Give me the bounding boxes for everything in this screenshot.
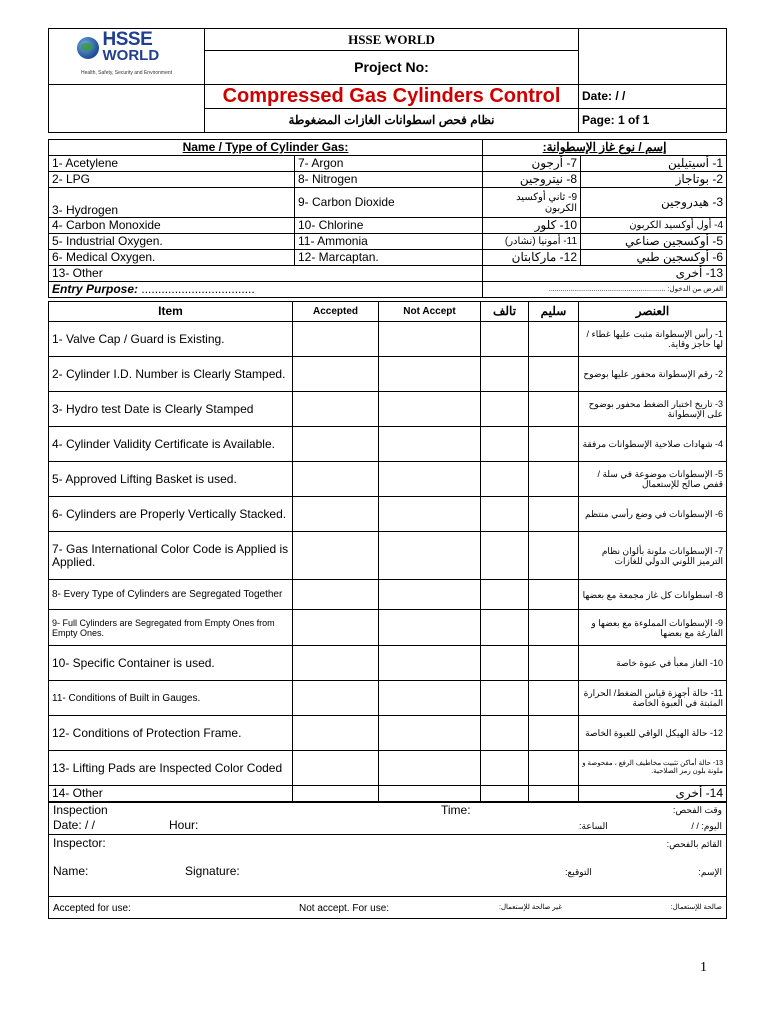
damaged-cell[interactable] [481,786,529,802]
not-accept-cell[interactable] [379,322,481,357]
hsse-world-logo [67,31,187,79]
accepted-cell[interactable] [293,357,379,392]
item-label-ar: 5- الإسطوانات موضوعة في سلة / قفص صالح للإستعمال [579,462,727,497]
item-label-ar: 14- أخرى [579,786,727,802]
damaged-cell[interactable] [481,462,529,497]
gas-option: 7- Argon [295,156,483,172]
footer-table [48,802,727,919]
name-label: Name: [53,864,89,878]
item-label-ar: 13- حالة أماكن تثبيت مخاطيف الرفع ، مفحوصة و ملونة بلون رمز الصلاحية. [579,751,727,786]
gas-option: 12- Marcaptan. [295,250,483,266]
project-no-label: Project No: [205,51,579,85]
item-label: 10- Specific Container is used. [49,646,293,681]
sound-cell[interactable] [529,716,579,751]
not-accept-cell[interactable] [379,786,481,802]
item-label: 14- Other [49,786,293,802]
accepted-cell[interactable] [293,646,379,681]
not-accept-cell[interactable] [379,357,481,392]
logo-word-1: HSSE [102,29,153,50]
entry-purpose-dots: .................................. [141,282,255,296]
damaged-cell[interactable] [481,392,529,427]
item-label: 2- Cylinder I.D. Number is Clearly Stamped. [49,357,293,392]
gas-option: 1- Acetylene [49,156,295,172]
damaged-cell[interactable] [481,646,529,681]
sound-cell[interactable] [529,322,579,357]
damaged-cell[interactable] [481,580,529,610]
accepted-cell[interactable] [293,610,379,646]
accepted-cell[interactable] [293,532,379,580]
item-label: 11- Conditions of Built in Gauges. [49,681,293,716]
item-label: 1- Valve Cap / Guard is Existing. [49,322,293,357]
not-accept-cell[interactable] [379,497,481,532]
col-item: Item [49,302,293,322]
acceptance-row[interactable] [49,897,727,919]
gas-option-ar: 1- أسيتيلين [581,156,727,172]
hour-label-ar: الساعة: [579,821,608,831]
inspector-label-ar: القائم بالفحص: [666,839,722,849]
page-number: 1 [700,960,707,975]
item-label-ar: 10- الغاز معبأ في عبوة خاصة [579,646,727,681]
gas-option-ar: 3- هيدروجين [581,188,727,218]
gas-option-other-ar: 13- أخرى [483,266,727,282]
not-accept-for-use-label: Not accept. For use: [299,903,390,914]
item-label: 4- Cylinder Validity Certificate is Available. [49,427,293,462]
gas-option: 5- Industrial Oxygen. [49,234,295,250]
gas-option-ar: 6- أوكسجين طبي [581,250,727,266]
header-blank-cell [579,29,727,85]
damaged-cell[interactable] [481,716,529,751]
sound-cell[interactable] [529,427,579,462]
item-label-ar: 11- حالة أجهزة قياس الضغط/ الحرارة المثبتة في العبوة الخاصة [579,681,727,716]
inspector-row[interactable] [49,835,727,897]
date-label: Date: / / [53,818,96,832]
entry-purpose-ar[interactable]: الغرض من الدخول: ............................................................ [483,282,727,298]
sound-cell[interactable] [529,751,579,786]
org-name: HSSE WORLD [205,29,579,51]
form-title-arabic: نظام فحص اسطوانات الغازات المضغوطة [205,109,579,133]
gas-option: 2- LPG [49,172,295,188]
globe-icon [77,37,99,59]
accepted-cell[interactable] [293,392,379,427]
accepted-cell[interactable] [293,751,379,786]
gas-option-ar: 10- كلور [483,218,581,234]
gas-option-ar: 11- أمونيا (نشادر) [483,234,581,250]
item-label: 9- Full Cylinders are Segregated from Empty Ones from Empty Ones. [49,610,293,646]
sound-cell[interactable] [529,532,579,580]
sound-cell[interactable] [529,610,579,646]
cylinder-control-form [48,28,726,919]
inspector-label: Inspector: [53,836,106,850]
gas-heading-en: Name / Type of Cylinder Gas: [49,140,483,156]
not-accept-cell[interactable] [379,610,481,646]
header-table [48,28,727,133]
accepted-cell[interactable] [293,716,379,751]
damaged-cell[interactable] [481,322,529,357]
accepted-cell[interactable] [293,427,379,462]
damaged-cell[interactable] [481,681,529,716]
damaged-cell[interactable] [481,497,529,532]
item-label-ar: 2- رقم الإسطوانة محفور عليها بوضوح [579,357,727,392]
item-label: 8- Every Type of Cylinders are Segregated Together [49,580,293,610]
name-label-ar: الإسم: [698,867,722,877]
gas-option: 9- Carbon Dioxide [295,188,483,218]
item-label: 3- Hydro test Date is Clearly Stamped [49,392,293,427]
col-element-ar: العنصر [579,302,727,322]
item-label-ar: 8- اسطوانات كل غاز مجمعة مع بعضها [579,580,727,610]
accepted-for-use-label: Accepted for use: [53,903,131,914]
gas-option-ar: 9- ثاني أوكسيد الكربون [483,188,581,218]
valid-ar: صالحة للإستعمال: [670,904,722,911]
logo-cell [49,29,205,85]
accepted-cell[interactable] [293,322,379,357]
logo-word-2: WORLD [102,47,160,64]
gas-option: 3- Hydrogen [49,188,295,218]
form-title: Compressed Gas Cylinders Control [205,85,579,109]
sound-cell[interactable] [529,357,579,392]
item-label-ar: 1- رأس الإسطوانة مثبت عليها غطاء / لها حاجز وقاية. [579,322,727,357]
item-label-ar: 3- تاريخ اختبار الضغط محفور بوضوح على الإسطوانة [579,392,727,427]
page-indicator: Page: 1 of 1 [579,109,727,133]
gas-types-table [48,139,727,298]
sound-cell[interactable] [529,580,579,610]
time-label: Time: [441,803,471,817]
not-accept-cell[interactable] [379,716,481,751]
sound-cell[interactable] [529,681,579,716]
col-accepted: Accepted [293,302,379,322]
item-label: 7- Gas International Color Code is Applied is Applied. [49,532,293,580]
sound-cell[interactable] [529,786,579,802]
entry-purpose-field[interactable] [49,282,483,298]
not-accept-cell[interactable] [379,681,481,716]
gas-option-ar: 4- أول أوكسيد الكربون [581,218,727,234]
inspection-time-ar: وقت الفحص: [672,805,722,815]
item-label-ar: 7- الإسطوانات ملونة بألوان نظام الترميز اللوني الدولي للغازات [579,532,727,580]
sound-cell[interactable] [529,462,579,497]
sound-cell[interactable] [529,392,579,427]
gas-option: 6- Medical Oxygen. [49,250,295,266]
gas-option: 4- Carbon Monoxide [49,218,295,234]
inspection-label: Inspection [53,803,108,817]
signature-label-ar: التوقيع: [565,867,592,877]
date-field[interactable]: Date: / / [579,85,727,109]
damaged-cell[interactable] [481,357,529,392]
signature-label: Signature: [185,864,240,878]
sound-cell[interactable] [529,497,579,532]
item-label: 6- Cylinders are Properly Vertically Stacked. [49,497,293,532]
accepted-cell[interactable] [293,497,379,532]
not-accept-cell[interactable] [379,532,481,580]
item-label: 12- Conditions of Protection Frame. [49,716,293,751]
gas-option: 10- Chlorine [295,218,483,234]
item-label: 13- Lifting Pads are Inspected Color Coded [49,751,293,786]
accepted-cell[interactable] [293,786,379,802]
damaged-cell[interactable] [481,751,529,786]
not-accept-cell[interactable] [379,392,481,427]
item-label-ar: 9- الإسطوانات المملوءة مع بعضها و الفارغة مع بعضها [579,610,727,646]
inspection-time-row[interactable] [49,803,727,835]
gas-option: 8- Nitrogen [295,172,483,188]
gas-option-ar: 5- أوكسجين صناعي [581,234,727,250]
logo-blank-cell [49,85,205,133]
gas-option-ar: 12- ماركابتان [483,250,581,266]
item-label-ar: 12- حالة الهيكل الواقي للعبوة الخاصة [579,716,727,751]
item-label: 5- Approved Lifting Basket is used. [49,462,293,497]
not-valid-ar: غير صالحة للإستعمال: [499,904,562,911]
not-accept-cell[interactable] [379,462,481,497]
date-label-ar: اليوم: / / [691,821,722,831]
not-accept-cell[interactable] [379,751,481,786]
gas-option-ar: 2- بوتاجاز [581,172,727,188]
col-sound-ar: سليم [529,302,579,322]
col-damaged-ar: تالف [481,302,529,322]
damaged-cell[interactable] [481,610,529,646]
hour-label: Hour: [169,818,199,832]
sound-cell[interactable] [529,646,579,681]
col-not-accept: Not Accept [379,302,481,322]
logo-tagline: Health, Safety, Security and Environment [80,70,173,76]
not-accept-cell[interactable] [379,427,481,462]
accepted-cell[interactable] [293,580,379,610]
gas-heading-ar: إسم / نوع غاز الإسطوانة: [483,140,727,156]
gas-option-ar: 8- نيتروجين [483,172,581,188]
entry-purpose-label: Entry Purpose: [52,282,139,296]
item-label-ar: 4- شهادات صلاحية الإسطوانات مرفقة [579,427,727,462]
accepted-cell[interactable] [293,681,379,716]
gas-option: 11- Ammonia [295,234,483,250]
inspection-table [48,301,727,802]
item-label-ar: 6- الإسطوانات في وضع رأسي منتظم [579,497,727,532]
damaged-cell[interactable] [481,532,529,580]
accepted-cell[interactable] [293,462,379,497]
not-accept-cell[interactable] [379,580,481,610]
damaged-cell[interactable] [481,427,529,462]
not-accept-cell[interactable] [379,646,481,681]
gas-option-other: 13- Other [49,266,483,282]
gas-option-ar: 7- أرجون [483,156,581,172]
